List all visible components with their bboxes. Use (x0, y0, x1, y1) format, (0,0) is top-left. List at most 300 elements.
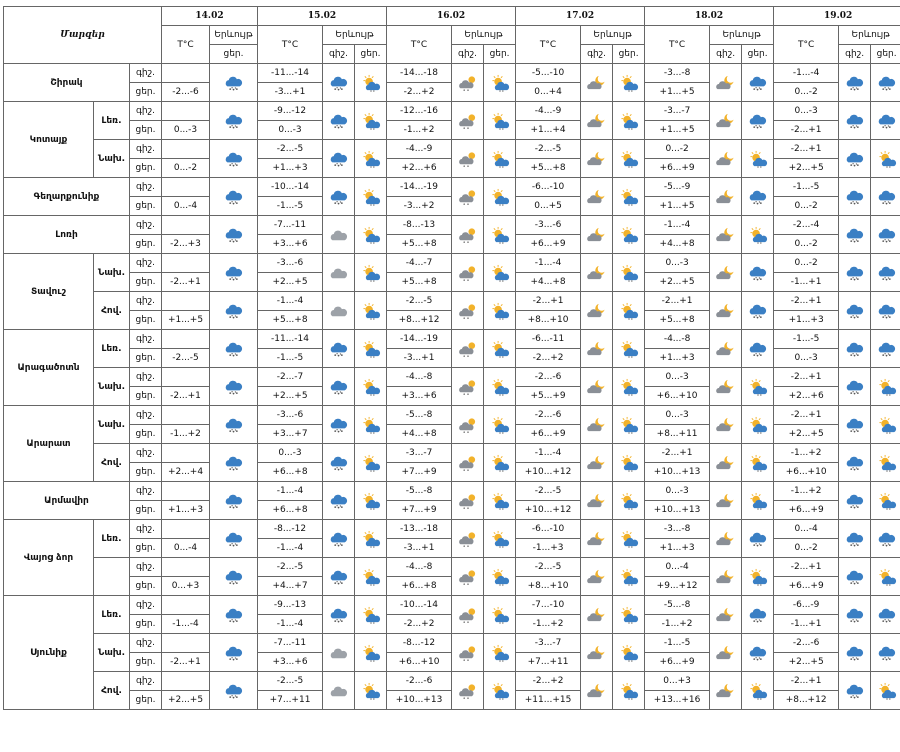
temp-cell: +6...+8 (258, 501, 323, 520)
day-weather-cell (355, 368, 387, 406)
day-weather-cell (484, 330, 516, 368)
cloud-snow-icon (328, 416, 350, 434)
regions-header: Մարզեր (4, 7, 162, 64)
sun-cloud-icon (747, 150, 769, 168)
sun-cloud-icon (618, 454, 640, 472)
temp-cell: -2...+1 (162, 653, 210, 672)
cloud-snow-icon (328, 606, 350, 624)
sun-cloud-icon (360, 606, 382, 624)
night-weather-cell (839, 444, 871, 482)
temp-cell: +2...+5 (774, 425, 839, 444)
temp-cell: -3...-7 (645, 102, 710, 121)
temp-cell: -5...-8 (387, 406, 452, 425)
night-weather-cell (839, 368, 871, 406)
cloud-snow-icon (747, 188, 769, 206)
sun-cloud-icon (876, 568, 898, 586)
temp-cell: +2...+5 (774, 653, 839, 672)
night-weather-cell (710, 558, 742, 596)
cloud-snow-icon (844, 644, 866, 662)
sun-cloud-icon (360, 492, 382, 510)
day-weather-cell (871, 102, 900, 140)
cloud-snow-icon (747, 302, 769, 320)
day-weather-cell (355, 140, 387, 178)
cloud-snow-icon (328, 530, 350, 548)
temp-cell: +6...+9 (645, 159, 710, 178)
temp-cell: -14...-19 (387, 330, 452, 349)
sub-area-label: Նախ. (94, 634, 130, 672)
moon-cloud-icon (715, 568, 737, 586)
temp-cell: +5...+8 (516, 159, 581, 178)
cloud-snow-icon (223, 378, 245, 396)
table-row (4, 178, 900, 197)
temp-cell: -2...-6 (162, 83, 210, 102)
day-weather-cell (742, 254, 774, 292)
night-weather-cell (452, 406, 484, 444)
temp-cell: -2...-6 (516, 368, 581, 387)
temp-cell (162, 64, 210, 83)
table-row (4, 558, 900, 577)
moon-cloud-icon (586, 150, 608, 168)
sun-cloud-icon (876, 150, 898, 168)
temp-cell: -2...+1 (774, 368, 839, 387)
sun-cloud-icon (360, 74, 382, 92)
table-row (4, 102, 900, 121)
table-row (4, 330, 900, 349)
moon-cloud-icon (715, 74, 737, 92)
temp-cell: +4...+7 (258, 577, 323, 596)
sun-cloud-icon (618, 112, 640, 130)
weather-cell (210, 216, 258, 254)
sun-cloud-icon (489, 226, 511, 244)
sun-cloud-icon (360, 568, 382, 586)
cloud-snow-icon (223, 416, 245, 434)
night-weather-cell (839, 672, 871, 710)
cloud-snow-icon (844, 378, 866, 396)
day-weather-cell (613, 64, 645, 102)
day-weather-cell (871, 444, 900, 482)
day-col-header: ցեր. (355, 45, 387, 64)
day-weather-cell (742, 368, 774, 406)
moon-cloud-icon (586, 188, 608, 206)
weather-cell (210, 140, 258, 178)
night-weather-cell (710, 520, 742, 558)
table-row (4, 444, 900, 463)
sun-cloud-icon (618, 378, 640, 396)
cloud-gray-icon (328, 682, 350, 700)
sun-cloud-icon (360, 226, 382, 244)
day-label: ցեր. (130, 349, 162, 368)
sun-cloud-icon (489, 188, 511, 206)
sun-cloud-icon (747, 378, 769, 396)
table-row (4, 634, 900, 653)
night-label: գիշ. (130, 330, 162, 349)
temp-cell: -3...-6 (258, 254, 323, 273)
sun-cloud-icon (489, 606, 511, 624)
temp-cell: 0...-2 (774, 83, 839, 102)
temp-cell: +1...+3 (162, 501, 210, 520)
night-weather-cell (839, 292, 871, 330)
night-weather-cell (839, 254, 871, 292)
night-weather-cell (323, 482, 355, 520)
temp-cell (162, 292, 210, 311)
region-name: Արարատ (4, 406, 94, 482)
day-weather-cell (742, 634, 774, 672)
temp-cell: -6...-10 (516, 178, 581, 197)
night-weather-cell (839, 140, 871, 178)
sun-cloud-icon (360, 188, 382, 206)
temp-cell: -7...-11 (258, 216, 323, 235)
sun-cloud-icon (360, 378, 382, 396)
temp-cell: +1...+3 (774, 311, 839, 330)
table-row (4, 254, 900, 273)
temp-cell: -1...+1 (774, 615, 839, 634)
sun-cloud-icon (489, 264, 511, 282)
temp-cell: -1...-5 (258, 197, 323, 216)
table-row (4, 482, 900, 501)
day-weather-cell (742, 406, 774, 444)
day-weather-cell (742, 178, 774, 216)
night-weather-cell (581, 64, 613, 102)
table-row (4, 64, 900, 83)
temp-cell: -1...+3 (516, 539, 581, 558)
temp-cell: +4...+8 (387, 425, 452, 444)
day-weather-cell (871, 482, 900, 520)
weather-cell (210, 368, 258, 406)
temp-cell: -3...+1 (258, 83, 323, 102)
temp-cell: +4...+8 (645, 235, 710, 254)
temp-cell: -1...-4 (645, 216, 710, 235)
night-label: գիշ. (130, 672, 162, 691)
table-row (4, 672, 900, 691)
day-weather-cell (871, 634, 900, 672)
sun-cloud-icon (618, 188, 640, 206)
weather-cell (210, 634, 258, 672)
cloud-snow-icon (223, 454, 245, 472)
temp-cell: 0...+4 (516, 83, 581, 102)
sun-cloud-icon (876, 454, 898, 472)
temp-cell: -3...+1 (387, 539, 452, 558)
day-label: ցեր. (130, 83, 162, 102)
cloud-sun-icon (457, 226, 479, 244)
night-weather-cell (839, 64, 871, 102)
sub-area-label: Հով. (94, 672, 130, 710)
region-name: Շիրակ (4, 64, 130, 102)
sun-cloud-icon (618, 150, 640, 168)
moon-cloud-icon (586, 416, 608, 434)
day-weather-cell (742, 520, 774, 558)
temp-cell: -1...+2 (387, 121, 452, 140)
sun-cloud-icon (618, 340, 640, 358)
day-weather-cell (484, 444, 516, 482)
sun-cloud-icon (876, 378, 898, 396)
sub-area-label: Լեռ. (94, 596, 130, 634)
cloud-snow-icon (223, 644, 245, 662)
temp-cell (162, 634, 210, 653)
temp-cell: -2...-7 (258, 368, 323, 387)
night-weather-cell (710, 368, 742, 406)
temp-cell: -6...-9 (774, 596, 839, 615)
cloud-snow-icon (844, 340, 866, 358)
night-weather-cell (581, 140, 613, 178)
temp-cell: -2...+1 (645, 444, 710, 463)
night-weather-cell (581, 558, 613, 596)
cloud-snow-icon (328, 340, 350, 358)
moon-cloud-icon (586, 568, 608, 586)
sun-cloud-icon (618, 226, 640, 244)
temp-cell: -2...-5 (516, 482, 581, 501)
night-weather-cell (323, 634, 355, 672)
night-weather-cell (710, 596, 742, 634)
date-header: 19.02 (774, 7, 900, 26)
night-label: գիշ. (130, 368, 162, 387)
day-label: ցեր. (130, 121, 162, 140)
cloud-snow-icon (876, 340, 898, 358)
temp-cell: +2...+5 (774, 159, 839, 178)
cloud-sun-icon (457, 568, 479, 586)
day-weather-cell (871, 292, 900, 330)
temp-cell: +8...+12 (387, 311, 452, 330)
sub-area-label: Լեռ. (94, 102, 130, 140)
temp-cell: +8...+10 (516, 577, 581, 596)
night-weather-cell (581, 482, 613, 520)
day-weather-cell (742, 64, 774, 102)
cloud-snow-icon (747, 264, 769, 282)
day-weather-cell (484, 596, 516, 634)
temp-cell: 0...-4 (774, 520, 839, 539)
sun-cloud-icon (618, 644, 640, 662)
night-weather-cell (452, 558, 484, 596)
temp-cell: -3...-6 (258, 406, 323, 425)
temp-cell: -2...+2 (516, 672, 581, 691)
weather-cell (210, 254, 258, 292)
night-label: գիշ. (130, 482, 162, 501)
day-weather-cell (871, 330, 900, 368)
day-weather-cell (355, 634, 387, 672)
temp-cell: -2...+2 (387, 83, 452, 102)
sun-cloud-icon (489, 302, 511, 320)
day-weather-cell (742, 330, 774, 368)
weather-cell (210, 64, 258, 102)
temp-cell: -13...-18 (387, 520, 452, 539)
sun-cloud-icon (360, 340, 382, 358)
day-weather-cell (871, 368, 900, 406)
temp-cell: -11...-14 (258, 330, 323, 349)
day-col-header: ցեր. (871, 45, 900, 64)
day-weather-cell (613, 634, 645, 672)
temp-cell: -1...+2 (774, 444, 839, 463)
day-col-header: ցեր. (742, 45, 774, 64)
sun-cloud-icon (618, 606, 640, 624)
cloud-sun-icon (457, 416, 479, 434)
cloud-snow-icon (328, 492, 350, 510)
sun-cloud-icon (360, 530, 382, 548)
day-weather-cell (871, 596, 900, 634)
sun-cloud-icon (360, 644, 382, 662)
day-weather-cell (355, 330, 387, 368)
night-weather-cell (710, 406, 742, 444)
night-weather-cell (452, 634, 484, 672)
temp-cell: +2...+6 (387, 159, 452, 178)
weather-cell (210, 596, 258, 634)
night-weather-cell (581, 178, 613, 216)
day-weather-cell (613, 482, 645, 520)
temp-cell: -2...-5 (387, 292, 452, 311)
moon-cloud-icon (715, 188, 737, 206)
cloud-snow-icon (328, 378, 350, 396)
night-weather-cell (323, 64, 355, 102)
night-weather-cell (452, 102, 484, 140)
temp-col-header: T°C (516, 26, 581, 64)
day-weather-cell (484, 254, 516, 292)
night-weather-cell (581, 102, 613, 140)
weather-cell (210, 178, 258, 216)
cloud-snow-icon (844, 74, 866, 92)
day-col-header: ցեր. (484, 45, 516, 64)
cloud-snow-icon (328, 188, 350, 206)
sun-cloud-icon (618, 568, 640, 586)
cloud-snow-icon (223, 264, 245, 282)
temp-cell: 0...-4 (645, 558, 710, 577)
night-weather-cell (710, 292, 742, 330)
phenomena-col-header: Երևույթ (452, 26, 516, 45)
cloud-sun-icon (457, 644, 479, 662)
cloud-snow-icon (876, 606, 898, 624)
sun-cloud-icon (360, 302, 382, 320)
moon-cloud-icon (715, 644, 737, 662)
night-weather-cell (710, 330, 742, 368)
region-name: Սյունիք (4, 596, 94, 710)
temp-cell: +6...+9 (516, 425, 581, 444)
cloud-sun-icon (457, 112, 479, 130)
temp-cell: +2...+5 (258, 273, 323, 292)
temp-cell: 0...-3 (645, 368, 710, 387)
sun-cloud-icon (489, 378, 511, 396)
weather-cell (210, 292, 258, 330)
temp-cell: +2...+5 (258, 387, 323, 406)
night-weather-cell (581, 216, 613, 254)
day-weather-cell (484, 482, 516, 520)
night-weather-cell (452, 444, 484, 482)
temp-cell: +1...+5 (645, 121, 710, 140)
cloud-snow-icon (844, 226, 866, 244)
temp-cell: +2...+4 (162, 463, 210, 482)
temp-cell: 0...-4 (162, 539, 210, 558)
sun-cloud-icon (747, 568, 769, 586)
night-weather-cell (323, 368, 355, 406)
day-weather-cell (613, 368, 645, 406)
weather-cell (210, 444, 258, 482)
night-weather-cell (839, 520, 871, 558)
temp-col-header: T°C (258, 26, 323, 64)
temp-cell: -2...+1 (774, 672, 839, 691)
day-weather-cell (355, 596, 387, 634)
sun-cloud-icon (360, 454, 382, 472)
night-weather-cell (710, 482, 742, 520)
cloud-sun-icon (457, 378, 479, 396)
night-label: գիշ. (130, 102, 162, 121)
night-weather-cell (452, 596, 484, 634)
cloud-snow-icon (876, 188, 898, 206)
cloud-snow-icon (747, 112, 769, 130)
night-weather-cell (710, 64, 742, 102)
night-weather-cell (839, 178, 871, 216)
day-weather-cell (871, 216, 900, 254)
temp-cell: -1...-4 (516, 444, 581, 463)
cloud-snow-icon (223, 606, 245, 624)
temp-cell: -2...+2 (387, 615, 452, 634)
sun-cloud-icon (618, 682, 640, 700)
day-weather-cell (871, 520, 900, 558)
temp-cell: -3...-8 (645, 520, 710, 539)
forecast-table-container (3, 6, 897, 749)
moon-cloud-icon (715, 606, 737, 624)
day-weather-cell (613, 292, 645, 330)
night-label: գիշ. (130, 140, 162, 159)
day-weather-cell (484, 178, 516, 216)
region-name: Լոռի (4, 216, 130, 254)
table-row (4, 368, 900, 387)
temp-cell (162, 558, 210, 577)
cloud-sun-icon (457, 74, 479, 92)
temp-cell: -9...-13 (258, 596, 323, 615)
temp-cell: -2...+1 (162, 273, 210, 292)
temp-cell: +7...+9 (387, 463, 452, 482)
day-weather-cell (484, 406, 516, 444)
day-weather-cell (871, 558, 900, 596)
cloud-snow-icon (876, 226, 898, 244)
temp-cell: +3...+6 (387, 387, 452, 406)
day-weather-cell (613, 406, 645, 444)
table-row (4, 406, 900, 425)
day-weather-cell (484, 216, 516, 254)
cloud-snow-icon (223, 568, 245, 586)
temp-cell: -2...-5 (258, 558, 323, 577)
night-col-header: գիշ. (839, 45, 871, 64)
cloud-snow-icon (223, 226, 245, 244)
temp-cell: 0...-3 (258, 121, 323, 140)
temp-cell: -3...-6 (516, 216, 581, 235)
cloud-sun-icon (457, 302, 479, 320)
temp-cell: -1...-4 (258, 539, 323, 558)
temp-cell: +1...+3 (645, 349, 710, 368)
temp-cell: -3...-8 (645, 64, 710, 83)
region-name: Կոտայք (4, 102, 94, 178)
cloud-snow-icon (328, 568, 350, 586)
sub-area-label: Նախ. (94, 254, 130, 292)
day-weather-cell (355, 672, 387, 710)
moon-cloud-icon (586, 302, 608, 320)
night-col-header: գիշ. (710, 45, 742, 64)
night-weather-cell (839, 596, 871, 634)
cloud-snow-icon (223, 188, 245, 206)
sun-cloud-icon (747, 416, 769, 434)
region-name: Արմավիր (4, 482, 130, 520)
date-header: 14.02 (162, 7, 258, 26)
temp-cell: +1...+5 (645, 83, 710, 102)
day-weather-cell (742, 482, 774, 520)
temp-cell: +6...+8 (258, 463, 323, 482)
night-weather-cell (581, 406, 613, 444)
day-weather-cell (742, 292, 774, 330)
region-name: Վայոց ձոր (4, 520, 94, 596)
night-weather-cell (323, 558, 355, 596)
temp-cell: -1...+2 (162, 425, 210, 444)
sub-area-label: Նախ. (94, 140, 130, 178)
cloud-snow-icon (876, 644, 898, 662)
temp-cell: 0...-3 (774, 349, 839, 368)
temp-cell: -1...-5 (258, 349, 323, 368)
night-weather-cell (710, 672, 742, 710)
